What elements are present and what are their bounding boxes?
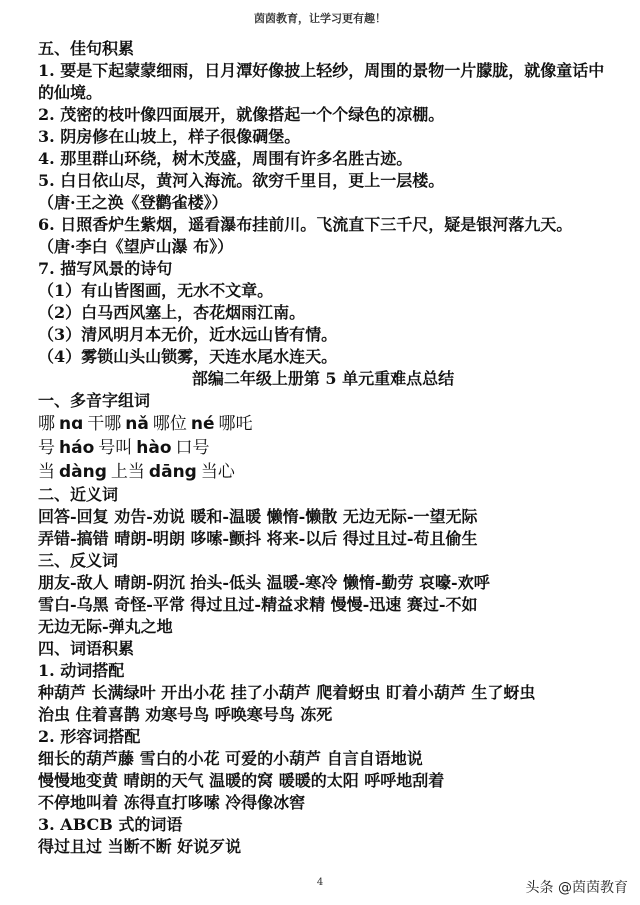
text-line: （4）雾锁山头山锁雾，天连水尾水连天。 (38, 347, 338, 366)
text-line: （唐·李白《望庐山瀑 布》） (38, 237, 234, 256)
text-line: 3. ABCB 式的词语 (38, 815, 183, 834)
text-line: 7. 描写风景的诗句 (38, 259, 173, 278)
pinyin-text: né (190, 414, 215, 434)
text-line: （2）白马西风塞上，杏花烟雨江南。 (38, 303, 306, 322)
section-title: 部编二年级上册第 5 单元重难点总结 (191, 369, 455, 388)
text-line: 4. 那里群山环绕，树木茂盛，周围有许多名胜古迹。 (38, 149, 413, 168)
hanzi-text: 哪 (38, 414, 55, 434)
pinyin-text: nǎ (125, 414, 149, 434)
hanzi-text: 号 (38, 438, 55, 458)
text-line: 治虫 住着喜鹊 劝寒号鸟 呼唤寒号鸟 冻死 (38, 705, 333, 724)
text-line: 弄错-搞错 晴朗-明朗 哆嗦-颤抖 将来-以后 得过且过-苟且偷生 (38, 529, 478, 548)
text-line: 1. 动词搭配 (38, 661, 125, 680)
watermark: 头条 @茵茵教育 (525, 880, 628, 896)
text-line: 1. 要是下起蒙蒙细雨，日月潭好像披上轻纱，周围的景物一片朦胧，就像童话中的仙境。 (38, 61, 605, 102)
document-body (38, 38, 608, 858)
pinyin-text: dàng (59, 462, 107, 482)
text-line: 朋友-敌人 晴朗-阴沉 抬头-低头 温暖-寒冷 懒惰-勤劳 哀嚎-欢呼 (38, 573, 490, 592)
hanzi-text: 上当 (110, 462, 145, 482)
text-line: 细长的葫芦藤 雪白的小花 可爱的小葫芦 自言自语地说 (38, 749, 423, 768)
text-line: 四、词语积累 (38, 639, 135, 658)
text-line: （1）有山皆图画，无水不文章。 (38, 281, 274, 300)
pinyin-line (38, 436, 608, 460)
pinyin-line (38, 460, 608, 484)
text-line: 3. 阴房修在山坡上，样子很像碉堡。 (38, 127, 301, 146)
text-line: 得过且过 当断不断 好说歹说 (38, 837, 242, 856)
text-line: 五、佳句积累 (38, 39, 135, 58)
pinyin-line (38, 412, 608, 436)
page-header: 茵茵教育，让学习更有趣！ (254, 12, 386, 25)
text-line: 2. 茂密的枝叶像四面展开，就像搭起一个个绿色的凉棚。 (38, 105, 445, 124)
text-line: 二、近义词 (38, 485, 119, 504)
pinyin-text: nɑ (59, 414, 84, 434)
pinyin-text: dāng (148, 462, 197, 482)
hanzi-text: 当心 (200, 462, 235, 482)
hanzi-text: 口号 (175, 438, 210, 458)
text-line: 种葫芦 长满绿叶 开出小花 挂了小葫芦 爬着蚜虫 盯着小葫芦 生了蚜虫 (38, 683, 536, 702)
text-line: 一、多音字组词 (38, 391, 151, 410)
text-line: 三、反义词 (38, 551, 119, 570)
text-line: （3）清风明月本无价，近水远山皆有情。 (38, 325, 338, 344)
text-line: 2. 形容词搭配 (38, 727, 141, 746)
hanzi-text: 干哪 (87, 414, 122, 434)
pinyin-text: hào (136, 438, 172, 458)
hanzi-text: 哪位 (152, 414, 187, 434)
text-line: 回答-回复 劝告-劝说 暖和-温暖 懒惰-懒散 无边无际-一望无际 (38, 507, 478, 526)
hanzi-text: 当 (38, 462, 55, 482)
hanzi-text: 哪吒 (218, 414, 253, 434)
hanzi-text: 号叫 (98, 438, 133, 458)
text-line: （唐·王之涣《登鹳雀楼》） (38, 193, 228, 212)
pinyin-text: háo (59, 438, 95, 458)
text-line: 无边无际-弹丸之地 (38, 617, 173, 636)
text-line: 5. 白日依山尽，黄河入海流。欲穷千里目，更上一层楼。 (38, 171, 445, 190)
text-line: 不停地叫着 冻得直打哆嗦 冷得像冰窖 (38, 793, 306, 812)
text-line: 雪白-乌黑 奇怪-平常 得过且过-精益求精 慢慢-迅速 赛过-不如 (38, 595, 478, 614)
text-line: 慢慢地变黄 晴朗的天气 温暖的窝 暖暖的太阳 呼呼地刮着 (38, 771, 445, 790)
page-number: 4 (316, 877, 324, 888)
text-line: 6. 日照香炉生紫烟，遥看瀑布挂前川。飞流直下三千尺，疑是银河落九天。 (38, 215, 573, 234)
